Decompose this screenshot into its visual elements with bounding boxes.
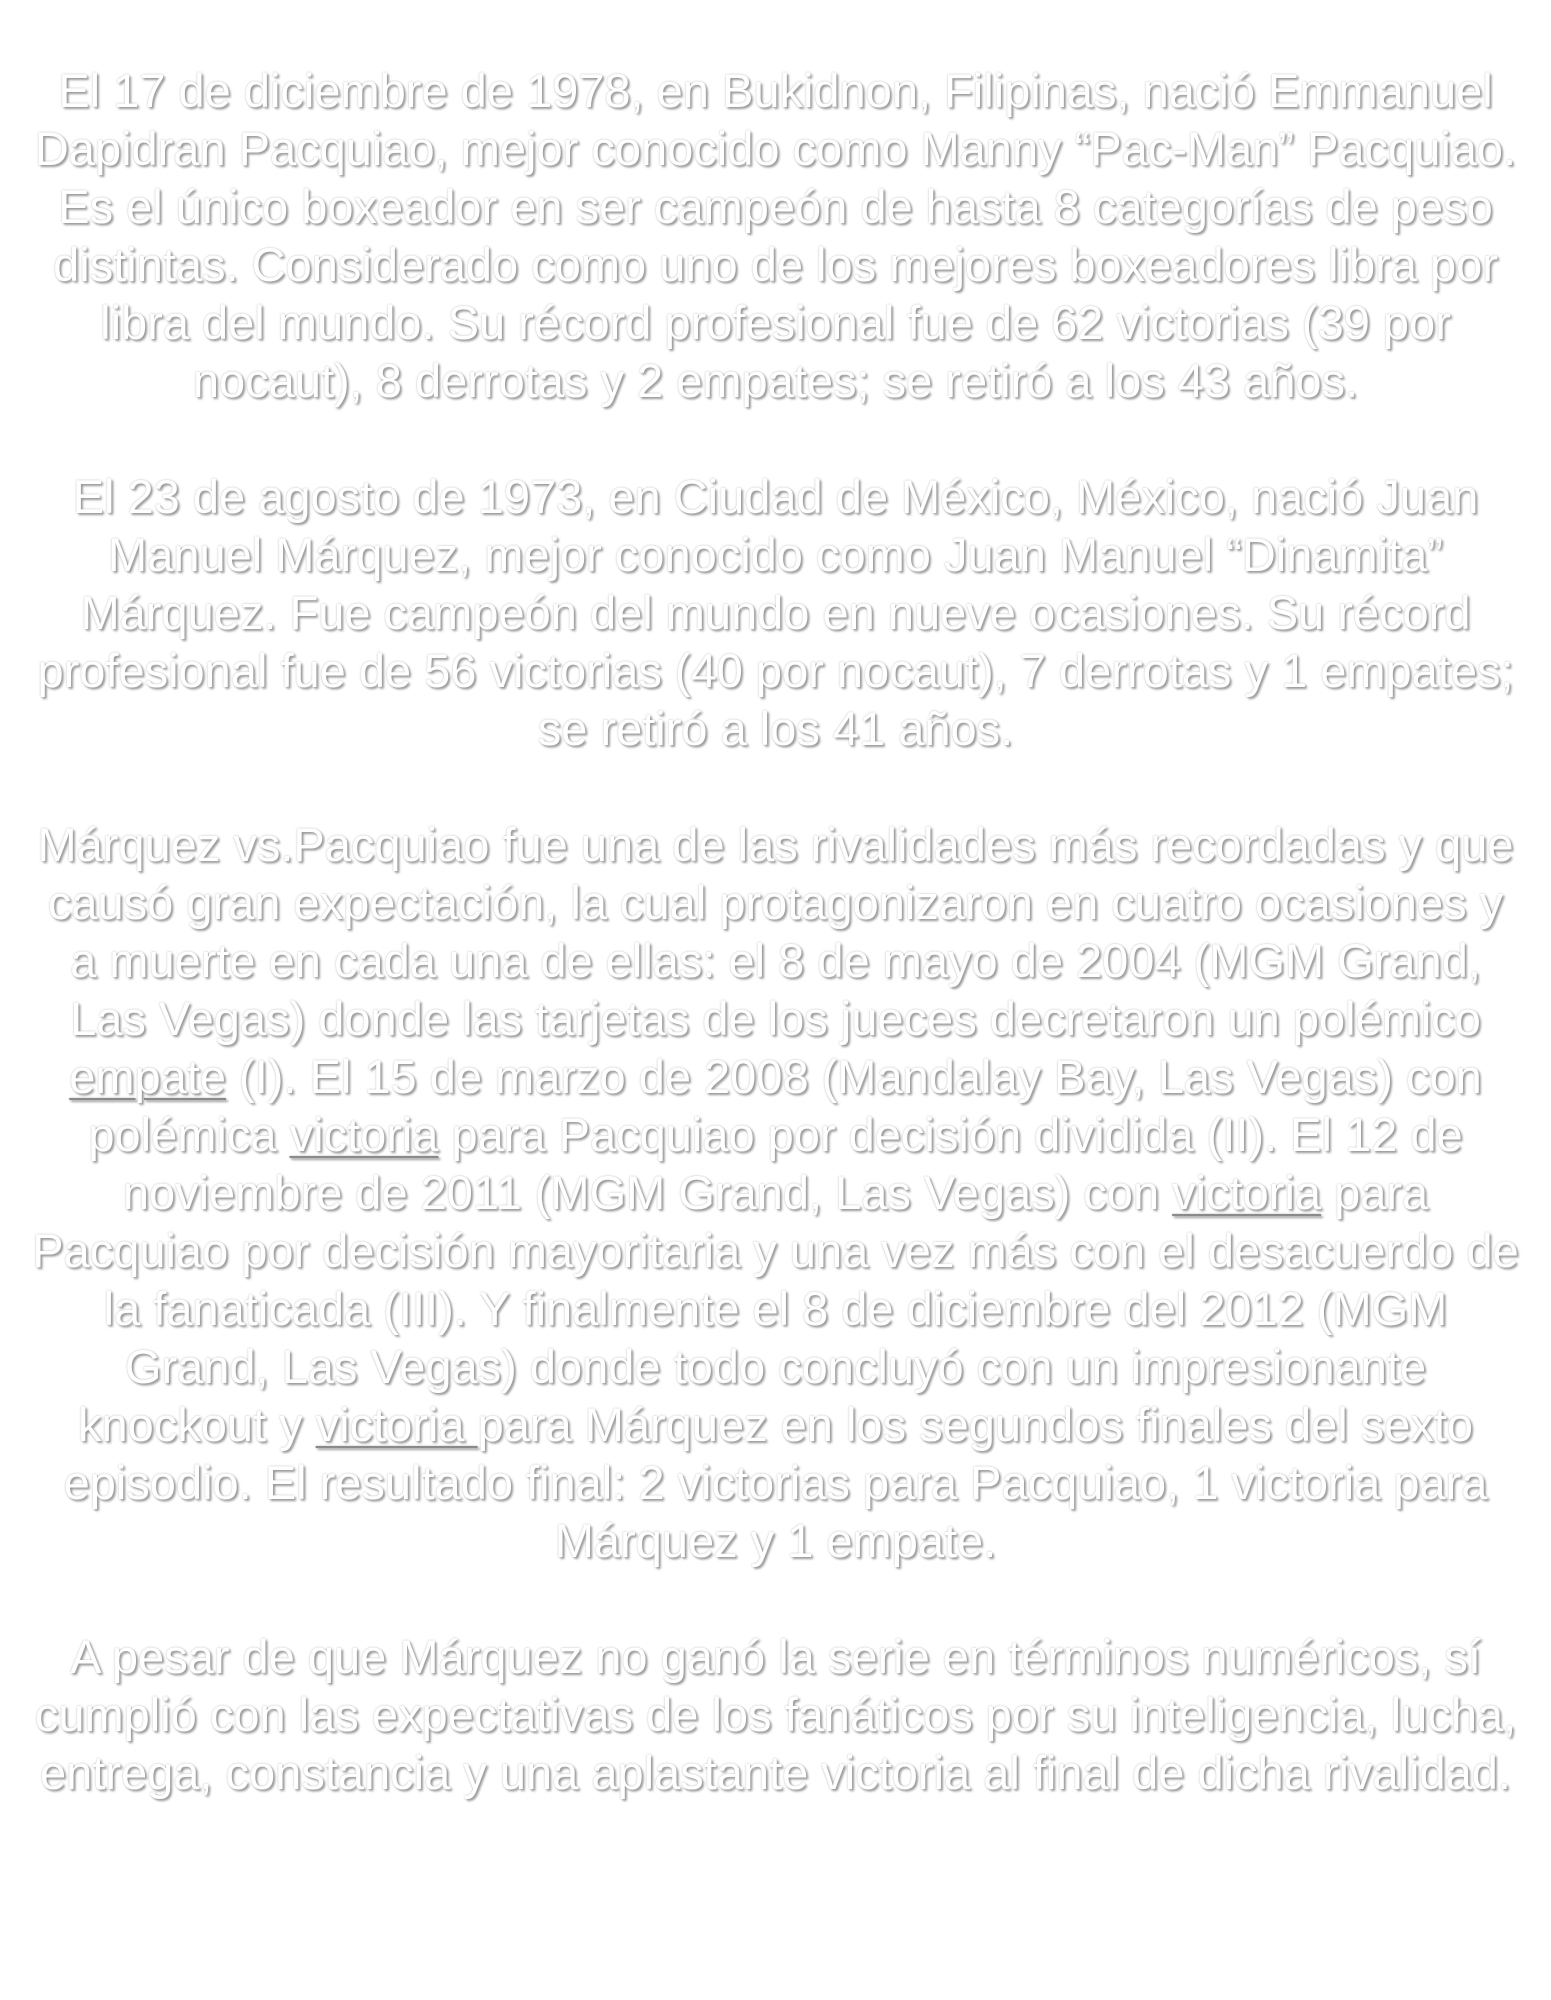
document-body (30, 62, 1521, 1802)
rivalry-text-1: Márquez vs.Pacquiao fue una de las rivalidades más recordadas y que causó gran expectación, la cual protagonizaron en cuatro ocasiones y a muerte en cada una de ellas: el 8 de mayo de 2004 (MGM Grand, Las Vegas) donde las tarjetas de los jueces decretaron un polémico (37, 818, 1514, 1045)
rivalry-text-5: para Márquez en los segundos finales del sexto episodio. El resultado final: 2 victorias para Pacquiao, 1 victoria para Márquez y 1 empate. (63, 1398, 1488, 1567)
link-empate[interactable]: empate (69, 1050, 226, 1103)
paragraph-rivalry (30, 816, 1521, 1570)
paragraph-pacquiao: El 17 de diciembre de 1978, en Bukidnon, Filipinas, nació Emmanuel Dapidran Pacquiao, mejor conocido como Manny “Pac-Man” Pacquiao. Es el único boxeador en ser campeón de hasta 8 categorías de peso distintas. Considerado como uno de los mejores boxeadores libra por libra del mundo. Su récord profesional fue de 62 victorias (39 por nocaut), 8 derrotas y 2 empates; se retiró a los 43 años. (34, 64, 1517, 407)
rivalry-text-3: para Pacquiao por decisión dividida (II). El 12 de noviembre de 2011 (MGM Grand, Las Vegas) con (122, 1108, 1463, 1219)
link-victoria-2011[interactable]: victoria (1172, 1166, 1322, 1219)
paragraph-conclusion: A pesar de que Márquez no ganó la serie en términos numéricos, sí cumplió con las expectativas de los fanáticos por su inteligencia, lucha, entrega, constancia y una aplastante victoria al final de dicha rivalidad. (34, 1630, 1517, 1799)
paragraph-marquez: El 23 de agosto de 1973, en Ciudad de México, México, nació Juan Manuel Márquez, mejor conocido como Juan Manuel “Dinamita” Márquez. Fue campeón del mundo en nueve ocasiones. Su récord profesional fue de 56 victorias (40 por nocaut), 7 derrotas y 1 empates; se retiró a los 41 años. (37, 470, 1514, 755)
link-victoria-2008[interactable]: victoria (289, 1108, 439, 1161)
rivalry-text-4: para Pacquiao por decisión mayoritaria y una vez más con el desacuerdo de la fanaticada (III). Y finalmente el 8 de diciembre del 2012 (MGM Grand, Las Vegas) donde todo concluyó con un impresionante knockout y (32, 1166, 1519, 1451)
link-victoria-2012[interactable]: victoria (315, 1398, 478, 1451)
rivalry-text-2: (I). El 15 de marzo de 2008 (Mandalay Bay, Las Vegas) con polémica (88, 1050, 1482, 1161)
